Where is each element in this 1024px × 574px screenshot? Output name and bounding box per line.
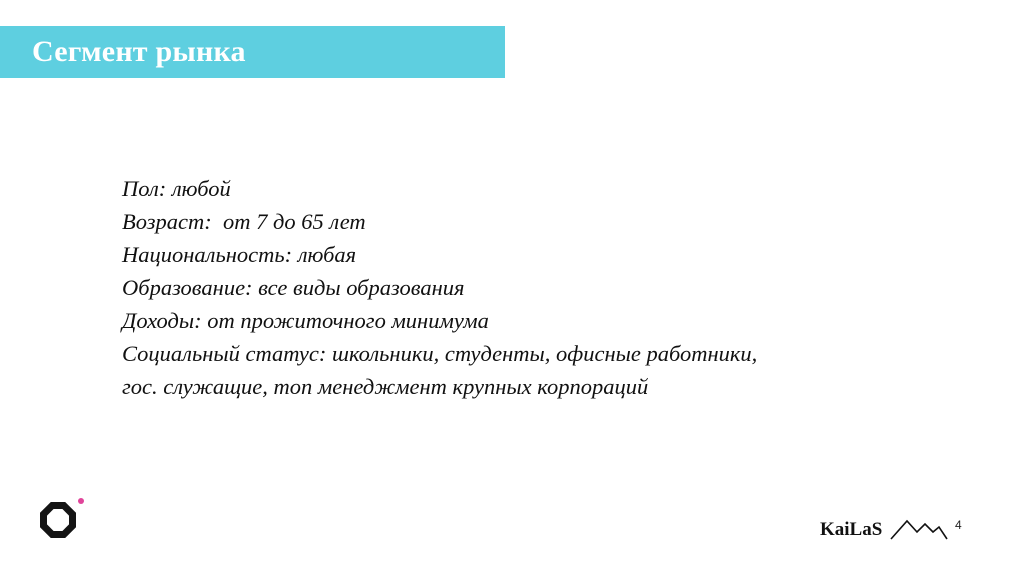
octagon-shape-icon xyxy=(40,502,76,538)
octagon-logo-icon xyxy=(40,498,86,544)
logo-dot-icon xyxy=(78,498,84,504)
brand-name: KaiLaS xyxy=(820,519,883,540)
body-line: Возраст: от 7 до 65 лет xyxy=(122,209,366,234)
body-line: гос. служащие, топ менеджмент крупных корпораций xyxy=(122,374,649,399)
body-line: Национальность: любая xyxy=(122,242,357,267)
body-line: Пол: любой xyxy=(122,176,231,201)
body-text-block xyxy=(122,172,982,403)
body-line: Доходы: от прожиточного минимума xyxy=(122,308,489,333)
page-title: Сегмент рынка xyxy=(32,35,246,68)
mountain-icon xyxy=(889,515,949,541)
footer-brand xyxy=(820,515,949,541)
body-line: Социальный статус: школьники, студенты, офисные работники, xyxy=(122,341,758,366)
body-line: Образование: все виды образования xyxy=(122,275,465,300)
page-number: 4 xyxy=(955,518,962,532)
